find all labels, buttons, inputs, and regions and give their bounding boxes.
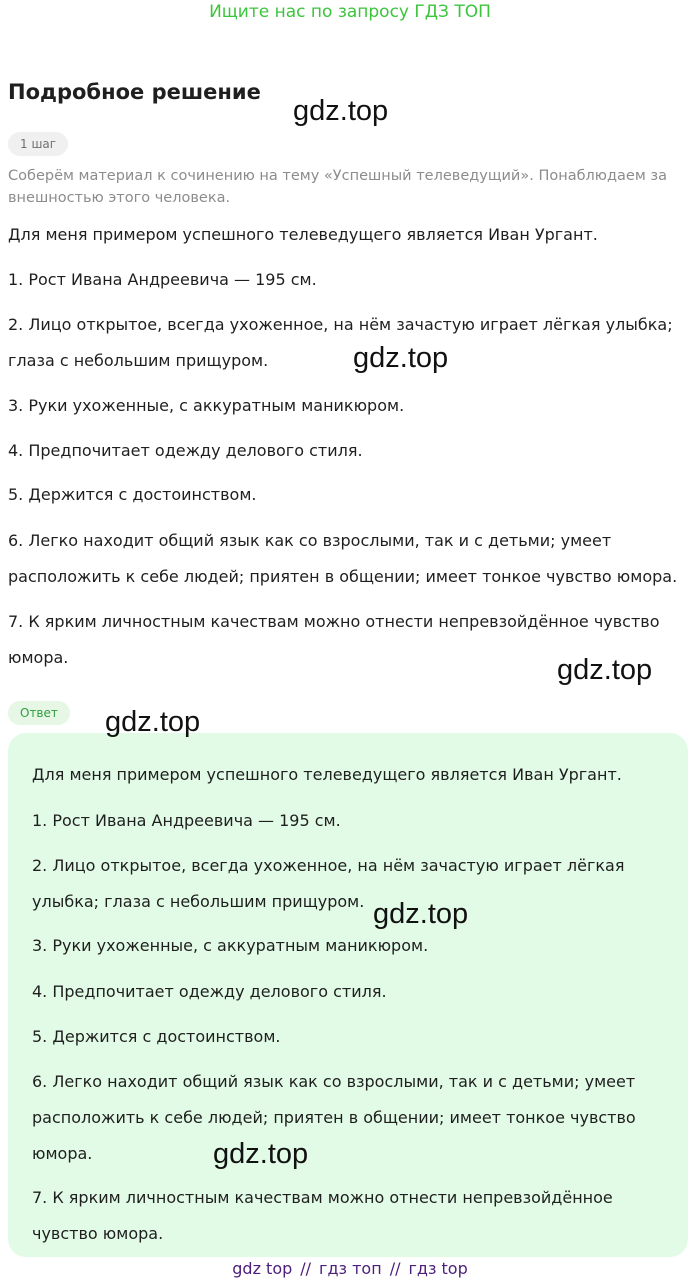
answer-paragraph: 2. Лицо открытое, всегда ухоженное, на нём зачастую играет лёгкая улыбка; глаза с небольшим прищуром. — [32, 856, 625, 911]
solution-paragraph: 5. Держится с достоинством. — [8, 485, 257, 504]
answer-paragraph: 4. Предпочитает одежду делового стиля. — [32, 982, 387, 1001]
watermark: gdz.top — [557, 654, 653, 686]
footer-link[interactable]: гдз топ — [319, 1259, 382, 1278]
footer-links — [0, 1257, 700, 1281]
answer-paragraph: 6. Легко находит общий язык как со взрослыми, так и с детьми; умеет расположить к себе людей; приятен в общении; имеет тонкое чувство юмора. — [32, 1072, 636, 1163]
solution-paragraph: 4. Предпочитает одежду делового стиля. — [8, 441, 363, 460]
answer-paragraph: Для меня примером успешного телеведущего является Иван Ургант. — [32, 765, 622, 784]
footer-separator: // — [300, 1259, 312, 1278]
watermark: gdz.top — [293, 95, 389, 127]
intro-text: Соберём материал к сочинению на тему «Успешный телеведущий». Понаблюдаем за внешностью этого человека. — [8, 168, 667, 206]
answer-paragraph: 1. Рост Ивана Андреевича — 195 см. — [32, 811, 341, 830]
page-title: Подробное решение — [8, 80, 261, 104]
answer-paragraph: 7. К ярким личностным качествам можно отнести непревзойдённое чувство юмора. — [32, 1188, 613, 1243]
footer-link[interactable]: gdz top — [232, 1259, 293, 1278]
watermark: gdz.top — [105, 706, 201, 738]
step-badge: 1 шаг — [8, 132, 68, 156]
answer-paragraph: 3. Руки ухоженные, с аккуратным маникюром. — [32, 936, 429, 955]
answer-badge: Ответ — [8, 701, 70, 725]
footer-link[interactable]: гдз top — [408, 1259, 468, 1278]
watermark: gdz.top — [213, 1138, 309, 1170]
watermark: gdz.top — [373, 898, 469, 930]
solution-paragraph: 1. Рост Ивана Андреевича — 195 см. — [8, 270, 317, 289]
answer-paragraph: 5. Держится с достоинством. — [32, 1027, 281, 1046]
solution-paragraph: 6. Легко находит общий язык как со взрослыми, так и с детьми; умеет расположить к себе людей; приятен в общении; имеет тонкое чувство юмора. — [8, 531, 678, 586]
solution-paragraph: Для меня примером успешного телеведущего является Иван Ургант. — [8, 225, 598, 244]
footer-separator: // — [389, 1259, 401, 1278]
solution-paragraph: 2. Лицо открытое, всегда ухоженное, на нём зачастую играет лёгкая улыбка; глаза с небольшим прищуром. — [8, 315, 673, 370]
solution-paragraph: 7. К ярким личностным качествам можно отнести непревзойдённое чувство юмора. — [8, 612, 660, 667]
solution-paragraph: 3. Руки ухоженные, с аккуратным маникюром. — [8, 396, 405, 415]
watermark: gdz.top — [353, 342, 449, 374]
top-search-link[interactable]: Ищите нас по запросу ГДЗ ТОП — [209, 2, 491, 22]
